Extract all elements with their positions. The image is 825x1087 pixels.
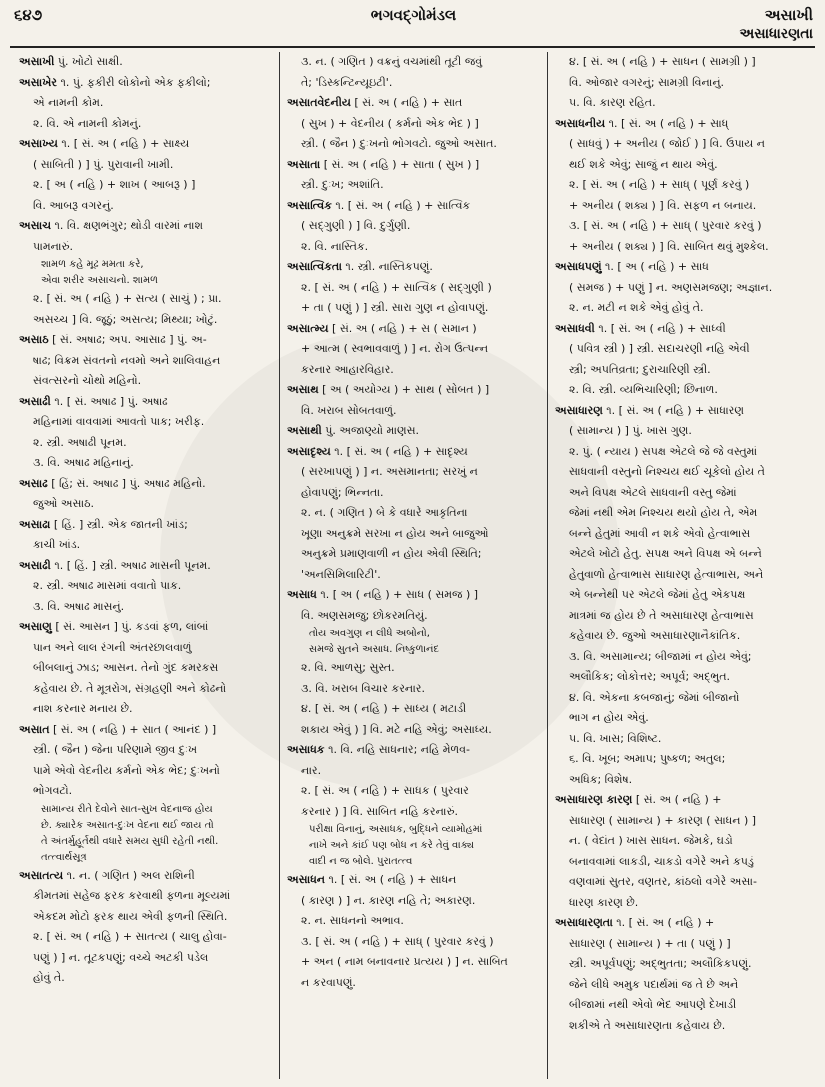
dictionary-entry: [19, 216, 272, 237]
definition-line: અસચ્ચ ] વિ. જૂઠું; અસત્ય; મિથ્યા; ખોટું.: [33, 312, 218, 326]
definition-text: ૧. [ સં. અ ( નહિ ) + સાત્વિક: [335, 198, 471, 212]
definition-line: એકદમ મોટો ફરક થાય એવી ફળની સ્થિતિ.: [33, 909, 228, 923]
definition-line: બનાવવામાં લાકડી, ચાકડો વગેરે અને કપડું: [569, 854, 754, 868]
definition-line: થઈ શકે એવું; સાજું ન થાય એવું.: [569, 157, 718, 171]
definition-text: ૧. [ સં. અ ( નહિ ) + સાધ્: [608, 116, 729, 130]
header-rule: [10, 46, 815, 48]
columns: [12, 52, 815, 1079]
headword: અસાતત્ય: [19, 868, 64, 882]
definition-line: ૨. વિ. આળસુ; સુસ્ત.: [301, 661, 395, 674]
quotation-line: સામાન્ય રીતે દેવોને સાત-સુખ વેદનાજ હોય: [41, 803, 213, 815]
definition-line: પણું ) ] ન. તૂટકપણું; વચ્ચે અટકી પડેલ: [33, 950, 209, 964]
definition-text: ૧. વિ. નહિ સાધનાર; નહિ મેળવ-: [328, 743, 470, 756]
definition-line: સ્ત્રી. અપૂર્વપણું; અદ્ભુતતા; અલૌકિકપણું.: [569, 957, 752, 970]
headword: અસાચ: [19, 219, 52, 232]
definition-line: ૩. [ સં. અ ( નહિ ) + સાધ્ ( પુરવાર કરવું ): [569, 219, 762, 232]
definition-text: ૧. ન. ( ગણિત ) અલ રાશિની: [66, 868, 195, 882]
definition-line: ૨. સ્ત્રી. અષાઢ માસમાં વવાતો પાક.: [33, 579, 182, 592]
definition-line: ( સાધવું ) + અનીય ( જોઈ ) ] વિ. ઉપાય ન: [569, 137, 765, 150]
definition-line: બન્ને હેતુમાં આવી ન શકે એવો હેત્વાભાસ: [569, 526, 751, 540]
dictionary-entry: [287, 196, 540, 217]
headword: અસાત્વિકતા: [287, 260, 342, 273]
definition-line: + અનીય ( શક્ય ) ] વિ. સાબિત થવું મુશ્કેલ.: [569, 239, 769, 253]
definition-text: ૧. [ સં. અ ( નહિ ) +: [616, 916, 715, 929]
dictionary-entry: [287, 421, 540, 442]
definition-line: એટલે ખોટો હેતુ. સપક્ષ અને વિપક્ષ એ બન્ને: [569, 547, 762, 560]
dictionary-entry: [19, 866, 272, 887]
definition-text: [ અ ( અયોગ્ય ) + સાથ ( સોબત ) ]: [322, 383, 490, 396]
definition-text: [ સં. અ ( નહિ ) + સ ( સમાન ): [332, 321, 477, 335]
definition-line: અને વિપક્ષ એટલે સાધવાની વસ્તુ જેમાં: [569, 485, 737, 499]
definition-line: ખૂણા અનુક્રમે સરખા ન હોય અને બાજુઓ: [301, 526, 489, 540]
definition-text: [ સં. અ ( નહિ ) + સાતા ( સુખ ) ]: [323, 157, 480, 171]
dictionary-entry: [555, 114, 808, 135]
headword: અસાથી: [287, 424, 322, 437]
dictionary-entry: [287, 585, 540, 606]
book-title: ભગવદ્ગોમંડલ: [370, 6, 457, 24]
first-guide-word: અસાખી: [764, 6, 813, 24]
dictionary-entry: [287, 740, 540, 761]
headword: અસાઢા: [19, 517, 51, 531]
dictionary-entry: [287, 319, 540, 340]
definition-line: નાર.: [301, 763, 322, 777]
definition-line: મહિનામાં વાવવામાં આવતો પાક; ખરીફ.: [33, 415, 205, 428]
definition-line: ધારણ કારણ છે.: [569, 895, 639, 909]
headword: અસાતા: [287, 157, 321, 171]
headword: અસાઢી: [19, 558, 51, 572]
definition-text: ૧. [ સં. અષાઢ ] પું. અષાઢ: [54, 394, 168, 408]
definition-text: ૧. [ હિં. ] સ્ત્રી. અષાઢ માસની પૂનમ.: [54, 558, 211, 572]
definition-line: ભાગ ન હોય એવું.: [569, 711, 649, 724]
headword: અસાધનીય: [555, 116, 606, 130]
definition-line: ( સામાન્ય ) ] પું. ખાસ ગુણ.: [569, 424, 692, 437]
definition-text: [ સં. અ ( નહિ ) + સાત: [354, 96, 463, 109]
definition-line: + તા ( પણું ) ] સ્ત્રી. સારા ગુણ ન હોવાપણું.: [301, 301, 489, 314]
definition-line: કરનાર ) ] વિ. સાબિત નહિ કરનારું.: [301, 804, 459, 818]
definition-line: ન કરવાપણું.: [301, 975, 356, 989]
definition-line: નાશ કરનાર મનાય છે.: [33, 702, 133, 715]
definition-line: ષાઢ; વિક્રમ સંવતનો નવમો અને શાલિવાહન: [33, 353, 221, 367]
definition-line: ૪. [ સં. અ ( નહિ ) + સાધ્ય ( મટાડી: [301, 702, 467, 715]
definition-line: ૨. [ અ ( નહિ ) + શાખ ( આબરૂ ) ]: [33, 178, 196, 191]
dictionary-entry: [555, 913, 808, 934]
definition-text: પું. અજાણ્યો માણસ.: [325, 424, 419, 437]
definition-line: ૨. ન. મટી ન શકે એવું હોવું તે.: [569, 301, 704, 314]
definition-text: ૧. વિ. ક્ષણભંગુર; થોડી વારમાં નાશ: [54, 219, 203, 232]
definition-line: ( સરખાપણું ) ] ન. અસમાનતા; સરખું ન: [301, 465, 478, 478]
definition-line: કહેવાય છે. જુઓ અસાધારણાનૈકાંતિક.: [569, 629, 741, 642]
headword: અસાતવેદનીય: [287, 96, 351, 109]
definition-line: જેને લીધે અમુક પદાર્થમાં જ તે છે અને: [569, 977, 739, 991]
definition-line: સ્ત્રી. દુઃખ; અશાંતિ.: [301, 178, 384, 191]
definition-line: વિ. ઓજાર વગરનું; સામગ્રી વિનાનું.: [569, 75, 725, 89]
dictionary-entry: [19, 392, 272, 413]
definition-line: બીજામાં નથી એવો ભેદ આપણે દેખાડી: [569, 998, 737, 1011]
headword: અસાત્વિક: [287, 198, 332, 212]
definition-line: તે; 'ડિસ્કન્ટિન્યૂઇટી'.: [301, 75, 393, 89]
definition-line: ૩. ન. ( ગણિત ) વક્રનું વચમાંથી તૂટી જવું: [301, 55, 483, 68]
dictionary-entry: [19, 330, 272, 351]
dictionary-entry: [287, 93, 540, 114]
definition-line: કીમતમાં સહેજ ફરક કરવાથી ફળના મૂલ્યમાં: [33, 889, 231, 902]
definition-line: ૨. ન. ( ગણિત ) બે કે વધારે આકૃતિના: [301, 506, 468, 519]
definition-line: ( કારણ ) ] ન. કારણ નહિ તે; અકારણ.: [301, 893, 476, 907]
column-2: [279, 52, 547, 1079]
headword: અસાધપણું: [555, 260, 602, 273]
definition-line: સ્ત્રી. ( જૈન ) દુઃખનો ભોગવટો. જુઓ અસાત.: [301, 137, 497, 150]
definition-line: ૨. [ સં. અ ( નહિ ) + સત્ય ( સાચું ) ; પ્રા.: [33, 292, 222, 305]
dictionary-entry: [287, 442, 540, 463]
definition-line: ૬. વિ. ખૂબ; અમાપ; પુષ્કળ; અતુલ;: [569, 752, 726, 765]
definition-line: ૨. વિ. નાસ્તિક.: [301, 239, 369, 253]
definition-line: હોવાપણું; ભિન્નતા.: [301, 485, 384, 499]
headword: અસાખી: [19, 55, 55, 68]
definition-text: ૧. [ અ ( નહિ ) + સાધ ( સમજ ) ]: [320, 588, 479, 601]
definition-text: ૧. [ સં. અ ( નહિ ) + સાધ્વી: [598, 321, 726, 335]
definition-line: સ્ત્રી; અપતિવ્રતા; દુરાચારિણી સ્ત્રી.: [569, 362, 711, 376]
headword: અસાધન: [287, 873, 326, 886]
definition-line: ૩. વિ. અષાઢ મહિનાનું.: [33, 456, 134, 469]
headword: અસાથ: [287, 383, 319, 396]
definition-line: એ નામની કોમ.: [33, 96, 104, 109]
headword: અસાખ્ય: [19, 137, 58, 150]
dictionary-entry: [19, 556, 272, 577]
definition-line: ૨. [ સં. અ ( નહિ ) + સાધક ( પુરવાર: [301, 784, 469, 797]
definition-line: ૨. સ્ત્રી. અષાઢી પૂનમ.: [33, 435, 127, 449]
definition-line: વિ. ખરાબ સોબતવાળું.: [301, 403, 397, 417]
definition-line: ૩. વિ. ખરાબ વિચાર કરનાર.: [301, 681, 425, 695]
definition-text: [ સં. અષાઢ; અપ. આસાઢ ] પું. અ-: [52, 333, 207, 346]
definition-line: ૪. વિ. એકના કબજાનું; જેમાં બીજાનો: [569, 690, 740, 704]
headword: અસાણુ: [19, 620, 52, 633]
definition-line: ૫. વિ. કારણ રહિત.: [569, 96, 656, 109]
definition-line: શકીએ તે અસાધારણતા કહેવાય છે.: [569, 1018, 726, 1032]
headword: અસાઠ: [19, 333, 49, 346]
definition-text: [ સં. અ ( નહિ ) +: [635, 793, 722, 806]
definition-line: ભોગવટો.: [33, 784, 73, 797]
headword: અસાધવી: [555, 321, 595, 335]
dictionary-entry: [555, 790, 808, 811]
page-number: ૬૪૭: [14, 6, 43, 24]
headword: અસાદૃશ્ય: [287, 444, 331, 458]
quotation-line: છે. ક્યારેક અસાત-દુઃખ વેદના થઈ જાય તો: [41, 819, 214, 831]
definition-line: અધિક; વિશેષ.: [569, 772, 633, 786]
definition-line: સાધવાની વસ્તુનો નિશ્ચય થઈ ચૂકેલો હોય તે: [569, 465, 765, 478]
definition-line: ૨. વિ. સ્ત્રી. વ્યભિચારિણી; છિનાળ.: [569, 383, 718, 396]
dictionary-entry: [19, 134, 272, 155]
definition-line: અનુક્રમે પ્રમાણવાળી ન હોય એવી સ્થિતિ;: [301, 547, 482, 560]
quotation-line: સમજે સુતને અસાધ. નિષ્કુળાનંદ: [309, 644, 440, 655]
definition-line: સ્ત્રી. ( જૈન ) જેના પરિણામે જીવ દુઃખ: [33, 743, 198, 756]
quotation-line: શામળ કહે મૂઢ મમતા કરે,: [41, 259, 144, 270]
definition-line: ( પવિત્ર સ્ત્રી ) ] સ્ત્રી. સદાચરણી નહિ એવી: [569, 342, 750, 355]
definition-line: અલૌકિક; લોકોત્તર; અપૂર્વ; અદ્ભુત.: [569, 670, 730, 683]
definition-line: + આત્મ ( સ્વભાવવાળું ) ] ન. રોગ ઉત્પન્ન: [301, 342, 489, 355]
quotation-line: પરીક્ષા વિનાનું, અસાધક, બુદ્ધિને વ્યામોહમાં: [309, 824, 483, 835]
definition-line: + અન ( નામ બનાવનાર પ્રત્યય ) ] ન. સાબિત: [301, 955, 508, 968]
definition-line: સાધારણ ( સામાન્ય ) + તા ( પણું ) ]: [569, 936, 731, 950]
column-3: [547, 52, 815, 1079]
definition-line: સાધારણ ( સામાન્ય ) + કારણ ( સાધન ) ]: [569, 813, 757, 827]
headword: અસાત: [19, 722, 50, 736]
headword: અસાત્મ્ય: [287, 321, 329, 335]
definition-line: ન. ( વેદાંત ) ખાસ સાધન. જેમકે, ઘડો: [569, 834, 733, 847]
definition-text: ૧. [ સં. અ ( નહિ ) + સાક્ષ્ય: [61, 137, 190, 150]
definition-text: પું. ખોટો સાક્ષી.: [57, 55, 123, 68]
quotation-line: તત્ત્વાર્થસૂત્ર: [41, 851, 87, 863]
definition-line: ૨. [ સં. અ ( નહિ ) + સાત્વિક ( સદ્ગુણી ): [301, 280, 492, 294]
definition-line: વિ. આબરૂ વગરનું.: [33, 198, 114, 212]
definition-line: ૨. [ સં. અ ( નહિ ) + સાતત્ય ( ચાલુ હોવા-: [33, 930, 227, 943]
dictionary-entry: [19, 617, 272, 638]
definition-text: ૧. [ સં. અ ( નહિ ) + સાધારણ: [606, 403, 744, 417]
headword: અસાઢી: [19, 394, 51, 408]
definition-line: ( સમજ ) + પણું ] ન. અણસમજણ; અજ્ઞાન.: [569, 280, 773, 294]
definition-text: [ હિં. ] સ્ત્રી. એક જાતની ખાંડ;: [53, 517, 188, 531]
definition-line: સંવત્સરનો ચોથો મહિનો.: [33, 374, 142, 387]
quotation-line: તોય અવગુણ ન લીધે અબોનો,: [309, 628, 430, 639]
headword: અસાખેર: [19, 75, 57, 89]
definition-line: 'અનસિમિલારિટી'.: [301, 567, 381, 581]
dictionary-entry: [555, 319, 808, 340]
definition-line: પામે એવો વેદનીય કર્મનો એક ભેદ; દુઃખનો: [33, 763, 220, 777]
definition-line: ( સદ્ગુણી ) ] વિ. દુર્ગુણી.: [301, 219, 411, 232]
dictionary-entry: [287, 257, 540, 278]
headword: અસાધારણતા: [555, 916, 613, 929]
definition-line: ૩. [ સં. અ ( નહિ ) + સાધ્ ( પુરવાર કરવું ): [301, 934, 494, 948]
dictionary-entry: [19, 73, 272, 94]
definition-line: ૪. [ સં. અ ( નહિ ) + સાધન ( સામગ્રી ) ]: [569, 55, 756, 68]
quotation-line: એવા શરીર અસાચનો. શામળ: [41, 275, 158, 286]
definition-line: જેમાં નથી એમ નિશ્ચય થયો હોય તે, એમ: [569, 506, 758, 519]
definition-text: ૧. પું. ફકીરી લોકોનો એક ફકીલો;: [60, 75, 211, 89]
definition-text: ૧. [ સં. અ ( નહિ ) + સાધન: [328, 873, 457, 886]
dictionary-entry: [19, 474, 272, 495]
definition-line: ૨. પું. ( ન્યાય ) સપક્ષ એટલે જે જે વસ્તુમાં: [569, 444, 758, 458]
headword: અસાધારણ કારણ: [555, 793, 633, 806]
dictionary-entry: [287, 155, 540, 176]
headword: અસાધક: [287, 743, 325, 756]
definition-line: જુઓ અસાઠ.: [33, 497, 95, 510]
definition-line: શકાય એવું ) ] વિ. મટે નહિ એવું; અસાધ્ય.: [301, 722, 492, 736]
definition-line: કાચી ખાંડ.: [33, 538, 81, 551]
definition-line: હોવું તે.: [33, 971, 65, 984]
definition-text: [ સં. આસન ] પું. કડવાં ફળ, લાંબાં: [55, 620, 209, 633]
definition-line: ( સુખ ) + વેદનીય ( કર્મનો એક ભેદ ) ]: [301, 116, 479, 130]
dictionary-entry: [287, 870, 540, 891]
definition-line: ૨. ન. સાધનનો અભાવ.: [301, 914, 404, 927]
definition-line: વણવામાં સુતર, વણતર, કાંઠલો વગેરે અસા-: [569, 875, 757, 888]
dictionary-entry: [19, 515, 272, 536]
definition-line: બીબલાનું ઝાડ; આસન. તેનો ગુંદ કમરકસ: [33, 661, 219, 674]
definition-line: એ બન્નેથી પર એટલે જેમાં હેતુ એકપક્ષ: [569, 588, 746, 601]
headword: અસાધ: [287, 588, 317, 601]
definition-line: + અનીય ( શક્ય ) ] વિ. સફળ ન બનાય.: [569, 198, 757, 212]
definition-line: કહેવાય છે. તે મૂત્રરોગ, સંગ્રહણી અને કોઢનો: [33, 681, 227, 695]
headword: અસાઢ: [19, 476, 48, 490]
definition-line: પામનારું.: [33, 239, 74, 253]
definition-text: [ હિં; સં. અષાઢ ] પું. અષાઢ મહિનો.: [51, 476, 206, 490]
dictionary-entry: [19, 720, 272, 741]
definition-line: માત્રમાં જ હોય છે તે અસાધારણ હેત્વાભાસ: [569, 608, 754, 622]
quotation-line: તે અંતર્મુહૂર્તથી વધારે સમય સુધી રહેતી નથી.: [41, 835, 219, 847]
page-header: [14, 6, 813, 46]
definition-line: હેતુવાળો હેત્વાભાસ સાધારણ હેત્વાભાસ, અને: [569, 567, 764, 581]
definition-text: ૧. [ સં. અ ( નહિ ) + સાદૃશ્ય: [334, 444, 468, 458]
definition-text: ૧. સ્ત્રી. નાસ્તિકપણું.: [345, 260, 433, 273]
definition-line: ૩. વિ. અસામાન્ય; બીજામાં ન હોય એવું;: [569, 649, 752, 663]
dictionary-entry: [555, 257, 808, 278]
definition-text: ૧. [ અ ( નહિ ) + સાધ: [605, 260, 709, 273]
definition-line: ૨. વિ. એ નામની કોમનું.: [33, 116, 142, 130]
headword: અસાધારણ: [555, 403, 603, 417]
dictionary-entry: [287, 380, 540, 401]
definition-line: ૩. વિ. અષાઢ માસનું.: [33, 599, 125, 613]
definition-line: પાન અને લાલ રંગની અંતરછાલવાળું: [33, 640, 192, 654]
definition-line: ( સાબિતી ) ] પું. પુરાવાની ખામી.: [33, 157, 174, 171]
definition-line: ૨. [ સં. અ ( નહિ ) + સાધ્ ( પૂર્ણ કરવું ): [569, 178, 750, 191]
definition-text: [ સં. અ ( નહિ ) + સાત ( આનંદ ) ]: [53, 722, 217, 736]
definition-line: ૫. વિ. ખાસ; વિશિષ્ટ.: [569, 731, 662, 745]
definition-line: કરનાર આહારવિહાર.: [301, 362, 394, 376]
column-1: [12, 52, 279, 1079]
definition-line: વિ. અણસમજુ; છોકરમતિયું.: [301, 608, 428, 622]
dictionary-entry: [555, 401, 808, 422]
dictionary-entry: [19, 52, 272, 73]
quotation-line: નાખે અને કાંઈ પણ બોધ ન કરે તેવું વાક્ય: [309, 840, 475, 851]
quotation-line: વાદી ન જ બોલે. પુરાતત્ત્વ: [309, 856, 413, 867]
last-guide-word: અસાધારણતા: [739, 26, 813, 42]
